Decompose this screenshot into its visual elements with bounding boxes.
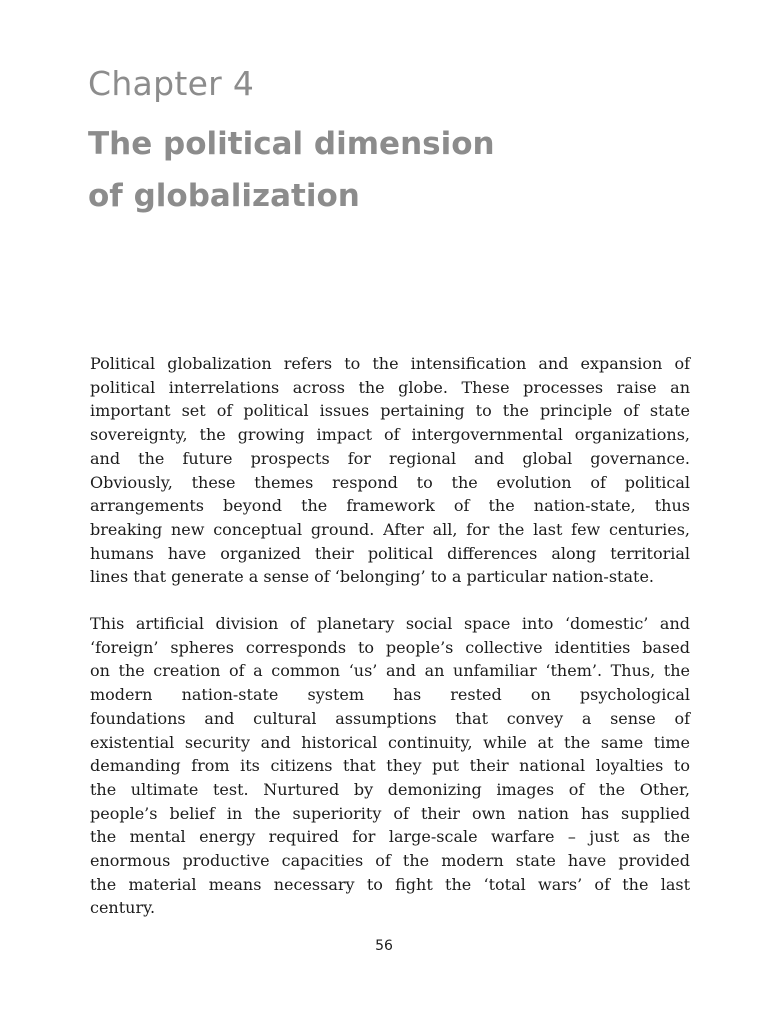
text-line: the mental energy required for large-scale warfare – just as the	[90, 827, 690, 847]
paragraph	[90, 612, 690, 920]
text-line: lines that generate a sense of ‘belonging’ to a particular nation-state.	[90, 567, 654, 587]
text-line: This artificial division of planetary social space into ‘domestic’ and	[90, 614, 690, 634]
chapter-label: Chapter 4	[88, 64, 255, 103]
text-line: important set of political issues pertaining to the principle of state	[90, 401, 690, 421]
text-line: the ultimate test. Nurtured by demonizing images of the Other,	[90, 779, 690, 799]
chapter-title	[88, 118, 495, 222]
text-line: people’s belief in the superiority of their own nation has supplied	[90, 803, 690, 823]
chapter-title-line: The political dimension	[88, 126, 495, 162]
text-line: ‘foreign’ spheres corresponds to people’s collective identities based	[90, 637, 690, 657]
text-line: existential security and historical continuity, while at the same time	[90, 732, 690, 752]
text-line: modern nation-state system has rested on psychological	[90, 685, 690, 705]
page-number: 56	[375, 938, 393, 954]
text-line: sovereignty, the growing impact of intergovernmental organizations,	[90, 425, 690, 445]
text-line: enormous productive capacities of the modern state have provided	[90, 851, 690, 871]
body-text	[90, 352, 690, 920]
text-line: and the future prospects for regional and global governance.	[90, 448, 690, 468]
chapter-title-line: of globalization	[88, 178, 360, 214]
paragraph	[90, 352, 690, 589]
text-line: foundations and cultural assumptions that convey a sense of	[90, 708, 690, 728]
text-line: demanding from its citizens that they put their national loyalties to	[90, 756, 690, 776]
text-line: humans have organized their political differences along territorial	[90, 543, 690, 563]
text-line: the material means necessary to fight the ‘total wars’ of the last	[90, 874, 690, 894]
text-line: breaking new conceptual ground. After all, for the last few centuries,	[90, 519, 690, 539]
text-line: political interrelations across the globe. These processes raise an	[90, 377, 690, 397]
text-line: on the creation of a common ‘us’ and an unfamiliar ‘them’. Thus, the	[90, 661, 690, 681]
text-line: century.	[90, 898, 156, 918]
text-line: Political globalization refers to the intensification and expansion of	[90, 354, 690, 373]
text-line: Obviously, these themes respond to the evolution of political	[90, 472, 690, 492]
text-line: arrangements beyond the framework of the nation-state, thus	[90, 496, 690, 516]
